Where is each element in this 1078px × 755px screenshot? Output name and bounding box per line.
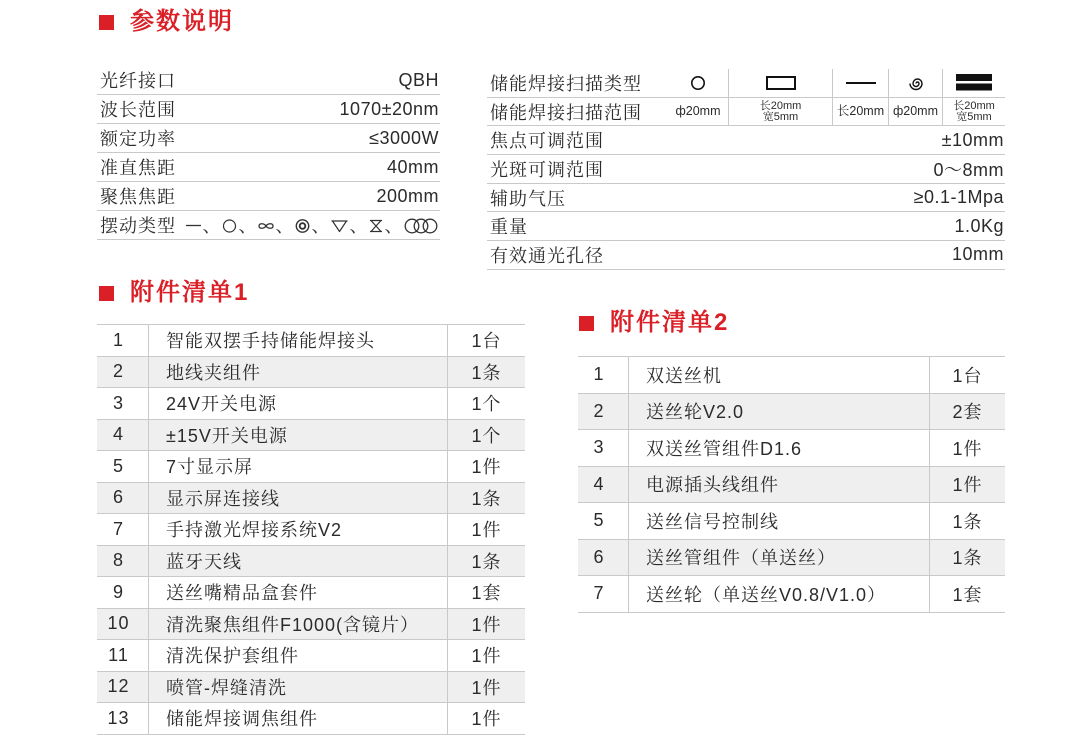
item-number: 2 (593, 400, 605, 421)
item-number: 1 (593, 364, 605, 385)
separator: 、 (202, 216, 221, 236)
section-heading-specs (99, 8, 234, 36)
section-heading-list2 (579, 309, 729, 337)
scan-range-value: ф20mm (892, 104, 938, 119)
separator: 、 (311, 216, 330, 236)
spec-label: 摆动类型 (100, 216, 176, 236)
scan-type-cell (942, 69, 1005, 97)
item-name: 蓝牙天线 (148, 546, 448, 577)
item-number: 5 (112, 455, 124, 476)
item-quantity: 1条 (952, 511, 983, 532)
item-name: 喷管-焊缝清洗 (148, 672, 448, 703)
spec-label: 辅助气压 (490, 188, 566, 209)
double-circle-icon (294, 216, 311, 234)
spec-value: 1.0Kg (954, 215, 1004, 236)
item-number: 6 (112, 487, 124, 508)
list-item (97, 609, 525, 641)
spec-label: 额定功率 (100, 129, 176, 149)
list-item (97, 325, 525, 357)
spec-row-focus-focal-length (97, 182, 440, 211)
scan-range-cell (888, 98, 942, 126)
item-name: 显示屏连接线 (148, 483, 448, 514)
scan-range-width: 宽5mm (762, 110, 799, 123)
line-icon (185, 216, 202, 234)
item-quantity: 1条 (471, 551, 502, 572)
triangle-down-icon (330, 216, 349, 234)
scan-range-length: 长20mm (759, 99, 802, 112)
item-name: 清洗聚焦组件F1000(含镜片） (148, 609, 448, 640)
scan-range-cell (728, 98, 832, 126)
item-quantity: 1件 (952, 475, 983, 496)
spec-value: ≤3000W (369, 127, 439, 148)
infinity-icon (257, 216, 275, 234)
spec-row-swing-type (97, 211, 440, 240)
spec-value: 1070±20nm (339, 98, 439, 119)
spec-row-scan-type (487, 69, 1005, 98)
section-title: 参数说明 (130, 8, 234, 35)
circle-icon (221, 216, 238, 234)
spec-value: QBH (398, 69, 439, 90)
item-name: 清洗保护套组件 (148, 640, 448, 671)
double-bar-icon (956, 74, 992, 91)
circle-icon (690, 75, 706, 91)
spec-label: 储能焊接扫描范围 (490, 102, 642, 123)
hourglass-icon (368, 216, 384, 234)
list-item (578, 394, 1005, 431)
scan-type-cell (668, 69, 728, 97)
item-number: 13 (107, 707, 130, 728)
item-number: 5 (593, 510, 605, 531)
spec-label: 波长范围 (100, 100, 176, 120)
square-marker-icon (99, 286, 114, 301)
item-number: 6 (593, 546, 605, 567)
item-name: 送丝嘴精品盒套件 (148, 577, 448, 608)
list-item (97, 451, 525, 483)
spec-row-wavelength (97, 95, 440, 124)
item-number: 10 (107, 613, 130, 634)
item-quantity: 1条 (952, 548, 983, 569)
spec-value: ≥0.1-1Mpa (913, 187, 1004, 208)
scan-range-cell (832, 98, 888, 126)
spec-value: 10mm (951, 244, 1004, 265)
scan-type-cell (728, 69, 832, 97)
spec-value: 200mm (376, 185, 439, 206)
item-number: 4 (112, 424, 124, 445)
spec-label: 光纤接口 (100, 71, 176, 91)
separator: 、 (349, 216, 368, 236)
item-name: 送丝轮（单送丝V0.8/V1.0） (628, 576, 930, 612)
section-title: 附件清单2 (610, 309, 730, 336)
scan-range-value: ф20mm (675, 104, 721, 119)
item-number: 9 (112, 581, 124, 602)
item-quantity: 2套 (952, 402, 983, 423)
rectangle-icon (766, 76, 796, 90)
item-number: 7 (593, 583, 605, 604)
square-marker-icon (99, 15, 114, 30)
list-item (97, 420, 525, 452)
accessory-list-2 (578, 356, 1005, 613)
list-item (97, 672, 525, 704)
separator: 、 (238, 216, 257, 236)
spec-row-assist-gas-pressure (487, 184, 1005, 213)
spec-row-collimation-focal-length (97, 153, 440, 182)
item-name: 送丝轮V2.0 (628, 394, 930, 430)
scan-range-length: 长20mm (953, 99, 995, 112)
item-quantity: 1台 (952, 365, 983, 386)
spec-row-clear-aperture (487, 241, 1005, 270)
item-name: 7寸显示屏 (148, 451, 448, 482)
list-item (578, 467, 1005, 504)
list-item (97, 514, 525, 546)
list-item (97, 546, 525, 578)
item-quantity: 1套 (471, 583, 502, 604)
spec-value: ±10mm (941, 129, 1004, 150)
scan-type-cell (888, 69, 942, 97)
item-name: 电源插头线组件 (628, 467, 930, 503)
item-quantity: 1件 (471, 614, 502, 635)
spec-value: 0～8mm (933, 159, 1004, 180)
item-quantity: 1件 (471, 646, 502, 667)
item-quantity: 1套 (952, 584, 983, 605)
item-number: 8 (112, 550, 124, 571)
spec-label: 重量 (490, 217, 528, 238)
list-item (578, 576, 1005, 613)
scan-range-width: 宽5mm (956, 110, 992, 123)
spec-value: 40mm (386, 156, 439, 177)
item-name: 双送丝管组件D1.6 (628, 430, 930, 466)
separator: 、 (384, 216, 403, 236)
item-number: 11 (108, 644, 129, 665)
spec-row-fiber-interface (97, 66, 440, 95)
item-quantity: 1件 (471, 520, 502, 541)
item-quantity: 1件 (471, 457, 502, 478)
spec-row-spot-adjust-range (487, 155, 1005, 184)
item-name: ±15V开关电源 (148, 420, 448, 451)
spec-label: 准直焦距 (100, 158, 176, 178)
spiral-icon (907, 74, 925, 92)
item-quantity: 1件 (952, 438, 983, 459)
line-icon (846, 81, 876, 85)
item-quantity: 1条 (471, 488, 502, 509)
spec-row-weight (487, 212, 1005, 241)
spec-row-rated-power (97, 124, 440, 153)
swing-pattern-list (185, 212, 439, 238)
item-name: 送丝信号控制线 (628, 503, 930, 539)
list-item (97, 640, 525, 672)
section-title: 附件清单1 (130, 279, 250, 306)
item-name: 手持激光焊接系统V2 (148, 514, 448, 545)
section-heading-list1 (99, 279, 249, 307)
item-number: 3 (593, 437, 605, 458)
item-quantity: 1条 (471, 362, 502, 383)
spec-label: 有效通光孔径 (490, 245, 604, 266)
item-number: 7 (112, 518, 124, 539)
item-name: 智能双摆手持储能焊接头 (148, 325, 448, 356)
list-item (578, 430, 1005, 467)
item-name: 24V开关电源 (148, 388, 448, 419)
list-item (578, 357, 1005, 394)
scan-range-cell (942, 98, 1005, 126)
list-item (97, 703, 525, 735)
item-number: 2 (112, 361, 124, 382)
item-number: 12 (107, 676, 130, 697)
spec-table-right (487, 69, 1005, 270)
item-quantity: 1件 (471, 677, 502, 698)
spec-row-scan-range (487, 98, 1005, 127)
item-quantity: 1个 (471, 425, 502, 446)
item-name: 送丝管组件（单送丝） (628, 540, 930, 576)
item-quantity: 1件 (471, 709, 502, 730)
item-quantity: 1个 (471, 394, 502, 415)
item-number: 4 (593, 473, 605, 494)
spec-label: 光斑可调范围 (490, 159, 604, 180)
spec-table-left (97, 66, 440, 240)
list-item (578, 540, 1005, 577)
spec-label: 聚焦焦距 (100, 187, 176, 207)
list-item (97, 577, 525, 609)
spec-row-focus-adjust-range (487, 126, 1005, 155)
list-item (578, 503, 1005, 540)
scan-range-value: 长20mm (836, 104, 885, 119)
item-name: 双送丝机 (628, 357, 930, 393)
item-number: 3 (112, 392, 124, 413)
spec-label: 焦点可调范围 (490, 131, 604, 152)
list-item (97, 388, 525, 420)
square-marker-icon (579, 316, 594, 331)
spec-label: 储能焊接扫描类型 (490, 73, 642, 94)
item-quantity: 1台 (471, 331, 502, 352)
scan-range-cell (668, 98, 728, 126)
triple-circle-icon (403, 216, 439, 234)
separator: 、 (275, 216, 294, 236)
list-item (97, 483, 525, 515)
list-item (97, 357, 525, 389)
item-number: 1 (112, 329, 124, 350)
item-name: 地线夹组件 (148, 357, 448, 388)
item-name: 储能焊接调焦组件 (148, 703, 448, 734)
accessory-list-1 (97, 324, 525, 735)
scan-type-cell (832, 69, 888, 97)
